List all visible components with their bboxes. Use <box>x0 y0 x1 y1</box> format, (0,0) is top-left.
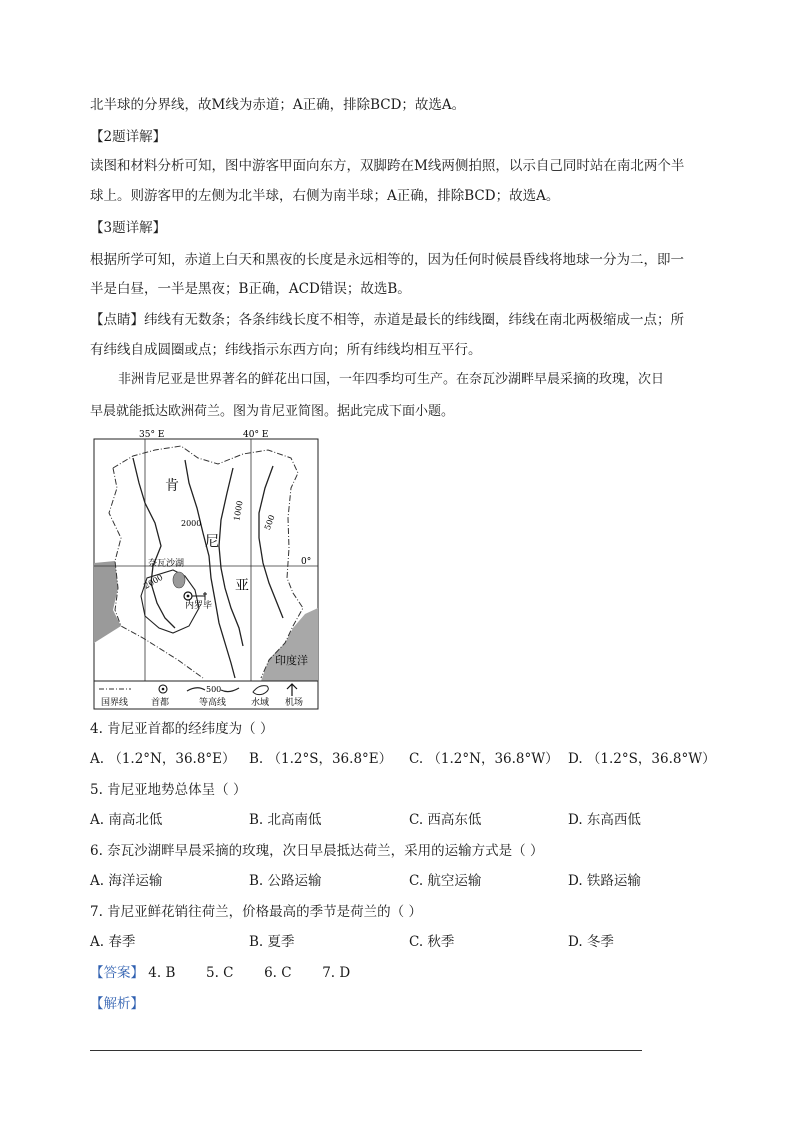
question-6-option-a[interactable]: A. 海洋运输 <box>90 873 163 889</box>
question-7-stem: 7. 肯尼亚鲜花销往荷兰，价格最高的季节是荷兰的（ ） <box>90 904 422 920</box>
question-6-option-c[interactable]: C. 航空运输 <box>409 873 482 889</box>
question-5-option-c[interactable]: C. 西高东低 <box>409 812 482 828</box>
country-char-3: 亚 <box>235 578 249 594</box>
question-4-option-a[interactable]: A. （1.2°N，36.8°E） <box>90 751 236 767</box>
answer-6: 6. C <box>264 965 292 981</box>
para-q3-line-2: 半是白昼，一半是黑夜；B正确，ACD错误；故选B。 <box>90 281 411 297</box>
question-4-option-d[interactable]: D. （1.2°S，36.8°W） <box>568 751 716 767</box>
heading-q2-detail: 【2题详解】 <box>90 129 167 145</box>
answer-4: 4. B <box>148 965 176 981</box>
question-4-stem: 4. 肯尼亚首都的经纬度为（ ） <box>90 721 274 737</box>
tip-line-1: 【点睛】纬线有无数条；各条纬线长度不相等，赤道是最长的纬线圈，纬线在南北两极缩成一点；所 <box>90 312 684 328</box>
question-5-option-b[interactable]: B. 北高南低 <box>249 812 322 828</box>
question-7-option-c[interactable]: C. 秋季 <box>409 934 455 950</box>
answer-5: 5. C <box>205 965 234 981</box>
answer-7: 7. D <box>322 965 351 981</box>
question-6-option-b[interactable]: B. 公路运输 <box>249 873 322 889</box>
contour-1000-label: 1000 <box>232 500 245 522</box>
intro-line-2: 早晨就能抵达欧洲荷兰。图为肯尼亚简图。据此完成下面小题。 <box>90 404 455 419</box>
contour-2000-label-a: 2000 <box>181 519 202 528</box>
legend-contour-value: 500 <box>206 685 222 694</box>
lake-naivasha <box>173 572 185 588</box>
analysis-label: 【解析】 <box>90 996 144 1012</box>
question-5-option-a[interactable]: A. 南高北低 <box>90 812 163 828</box>
kenya-map <box>93 428 320 710</box>
intro-line-1: 非洲肯尼亚是世界著名的鲜花出口国，一年四季均可生产。在奈瓦沙湖畔早晨采摘的玫瑰，次日 <box>118 372 665 387</box>
question-7-option-d[interactable]: D. 冬季 <box>568 934 614 950</box>
para-line-1: 北半球的分界线，故M线为赤道；A正确，排除BCD；故选A。 <box>90 97 466 113</box>
question-7-option-b[interactable]: B. 夏季 <box>249 934 295 950</box>
heading-q3-detail: 【3题详解】 <box>90 220 167 236</box>
question-6-option-d[interactable]: D. 铁路运输 <box>568 873 641 889</box>
contour-2000-label-b: 2000 <box>142 572 165 591</box>
answer-label: 【答案】 <box>90 965 144 981</box>
question-5-option-d[interactable]: D. 东高西低 <box>568 812 641 828</box>
question-4-option-c[interactable]: C. （1.2°N，36.8°W） <box>409 751 559 767</box>
question-4-option-b[interactable]: B. （1.2°S，36.8°E） <box>249 751 393 767</box>
tip-line-2: 有纬线自成圆圈或点；纬线指示东西方向；所有纬线均相互平行。 <box>90 342 482 358</box>
para-q3-line-1: 根据所学可知，赤道上白天和黑夜的长度是永远相等的，因为任何时候晨昏线将地球一分为二，即一 <box>90 252 684 268</box>
question-7-option-a[interactable]: A. 春季 <box>90 934 136 950</box>
legend-capital-label: 首都 <box>151 698 170 708</box>
legend-airport-label: 机场 <box>285 698 304 708</box>
lake-label: 奈瓦沙湖 <box>148 559 185 569</box>
answer-row <box>90 963 350 983</box>
question-5-stem: 5. 肯尼亚地势总体呈（ ） <box>90 782 247 798</box>
contour-500-label: 500 <box>262 513 277 532</box>
ocean-label: 印度洋 <box>275 654 308 667</box>
question-6-stem: 6. 奈瓦沙湖畔早晨采摘的玫瑰，次日早晨抵达荷兰，采用的运输方式是（ ） <box>90 843 544 859</box>
capital-label: 内罗毕 <box>185 601 213 611</box>
lon-40-label: 40° E <box>243 430 269 440</box>
para-q2-line-2: 球上。则游客甲的左侧为北半球，右侧为南半球；A正确，排除BCD；故选A。 <box>90 188 560 204</box>
legend-lake-label: 水域 <box>251 698 270 708</box>
legend-contour-label: 等高线 <box>199 698 227 708</box>
legend-border-label: 国界线 <box>101 698 129 708</box>
footer-rule <box>90 1050 642 1051</box>
country-char-1: 肯 <box>165 478 179 494</box>
para-q2-line-1: 读图和材料分析可知，图中游客甲面向东方，双脚跨在M线两侧拍照，以示自己同时站在南北两个半 <box>90 158 685 174</box>
country-char-2: 尼 <box>205 534 219 550</box>
lon-35-label: 35° E <box>139 430 165 440</box>
lat-0-label: 0° <box>301 557 312 567</box>
